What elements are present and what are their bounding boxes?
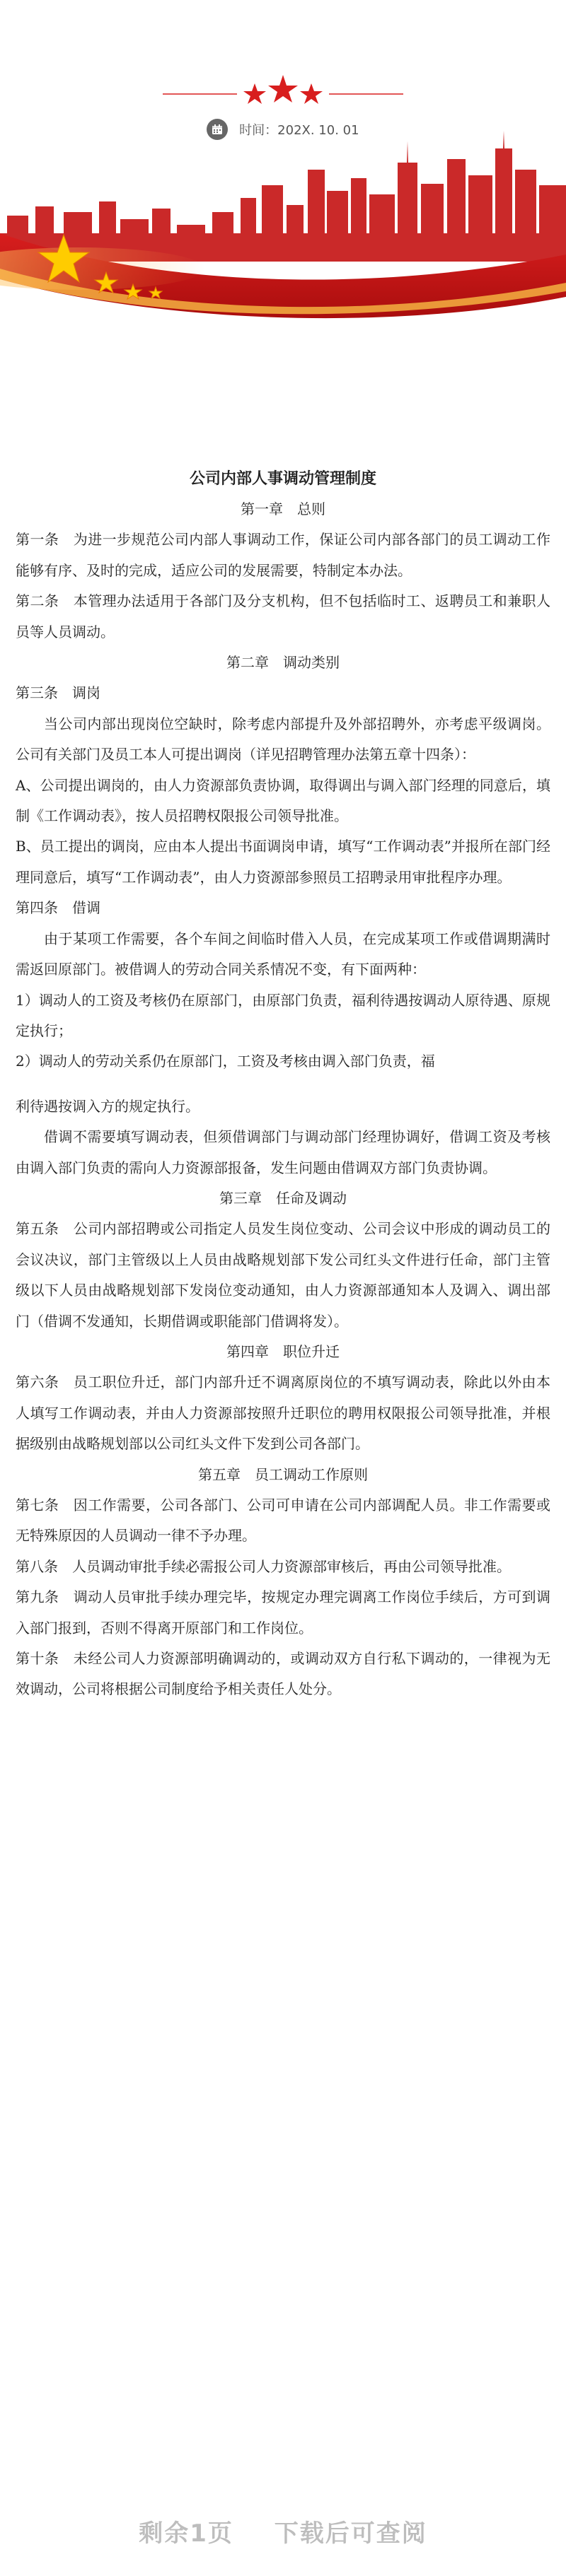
header-banner bbox=[0, 0, 566, 332]
article-heading: 第四条 借调 bbox=[16, 899, 100, 917]
download-hint-label: 下载后可查阅 bbox=[274, 2519, 427, 2548]
date-text: 时间：202X. 10. 01 bbox=[239, 123, 359, 138]
paragraph: 1）调动人的工资及考核仍在原部门，由原部门负责，福利待遇按调动人原待遇、原规定执行； bbox=[16, 991, 550, 1039]
remaining-pages-label: 剩余1页 bbox=[139, 2519, 233, 2548]
article-paragraph: 第六条 员工职位升迁，部门内部升迁不调离原岗位的不填写调动表，除此以外由本人填写工作调动表，并由人力资源部按照升迁职位的聘用权限报公司领导批准，并根据级别由战略规划部以公司红头文件下发到公司各部门。 bbox=[16, 1374, 550, 1453]
paragraph: A、公司提出调岗的，由人力资源部负责协调，取得调出与调入部门经理的同意后，填制《工作调动表》，按人员招聘权限报公司领导批准。 bbox=[16, 776, 550, 825]
article-paragraph: 第十条 未经公司人力资源部明确调动的，或调动双方自行私下调动的，一律视为无效调动，公司将根据公司制度给予相关责任人处分。 bbox=[16, 1650, 550, 1698]
article-paragraph: 第二条 本管理办法适用于各部门及分支机构，但不包括临时工、返聘员工和兼职人员等人员调动。 bbox=[16, 592, 550, 640]
chapter-heading: 第四章 职位升迁 bbox=[226, 1342, 340, 1360]
article-paragraph: 第九条 调动人员审批手续办理完毕，按规定办理完调离工作岗位手续后，方可到调入部门报到，否则不得离开原部门和工作岗位。 bbox=[16, 1588, 550, 1637]
paragraph: 利待遇按调入方的规定执行。 bbox=[16, 1097, 200, 1115]
chapter-heading: 第五章 员工调动工作原则 bbox=[198, 1465, 368, 1483]
paragraph: 当公司内部出现岗位空缺时，除考虑内部提升及外部招聘外，亦考虑平级调岗。公司有关部门及员工本人可提出调岗（详见招聘管理办法第五章十四条）： bbox=[16, 715, 550, 763]
article-heading: 第三条 调岗 bbox=[16, 684, 100, 702]
article-paragraph: 第一条 为进一步规范公司内部人事调动工作，保证公司内部各部门的员工调动工作能够有序、及时的完成，适应公司的发展需要，特制定本办法。 bbox=[16, 531, 550, 579]
article-paragraph: 第七条 因工作需要，公司各部门、公司可申请在公司内部调配人员。非工作需要或无特殊原因的人员调动一律不予办理。 bbox=[16, 1497, 550, 1545]
chapter-heading: 第二章 调动类别 bbox=[226, 654, 340, 672]
calendar-icon bbox=[207, 119, 228, 140]
article-paragraph: 第八条 人员调动审批手续必需报公司人力资源部审核后，再由公司领导批准。 bbox=[16, 1557, 511, 1575]
paragraph: 2）调动人的劳动关系仍在原部门，工资及考核由调入部门负责，福 bbox=[16, 1053, 435, 1070]
document-title: 公司内部人事调动管理制度 bbox=[189, 469, 376, 488]
date-row bbox=[0, 119, 566, 140]
paragraph: 由于某项工作需要，各个车间之间临时借入人员，在完成某项工作或借调期满时需返回原部门。被借调人的劳动合同关系情况不变，有下面两种： bbox=[16, 930, 550, 978]
document-body bbox=[16, 463, 550, 1705]
article-paragraph: 第五条 公司内部招聘或公司指定人员发生岗位变动、公司会议中形成的调动员工的会议决议，部门主管级以上人员由战略规划部下发公司红头文件进行任命，部门主管级以下人员由战略规划部下发岗位变动通知，由人力资源部通知本人及调入、调出部门（借调不发通知，长期借调或职能部门借调将发）。 bbox=[16, 1220, 550, 1330]
paragraph: 借调不需要填写调动表，但须借调部门与调动部门经理协调好，借调工资及考核由调入部门负责的需向人力资源部报备，发生问题由借调双方部门负责协调。 bbox=[16, 1128, 550, 1176]
paragraph: B、员工提出的调岗，应由本人提出书面调岗申请，填写“工作调动表”并报所在部门经理同意后，填写“工作调动表”，由人力资源部参照员工招聘录用审批程序办理。 bbox=[16, 838, 550, 886]
chapter-heading: 第一章 总则 bbox=[241, 500, 325, 517]
chapter-heading: 第三章 任命及调动 bbox=[219, 1189, 347, 1207]
download-prompt[interactable] bbox=[0, 2514, 566, 2548]
